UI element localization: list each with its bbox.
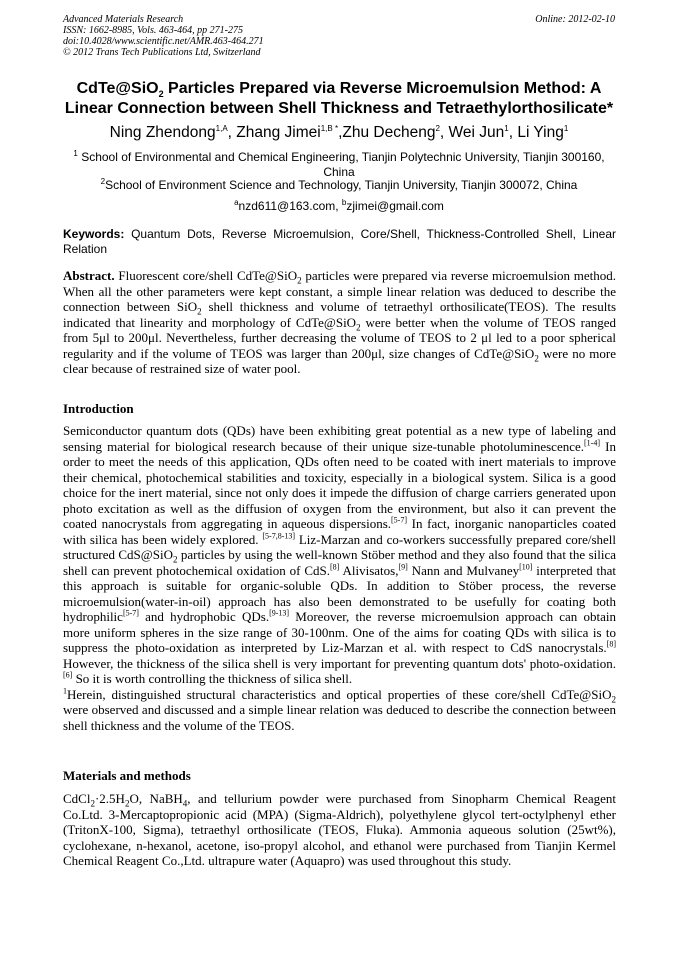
- subscript: 2: [297, 275, 302, 286]
- affiliation-1: [70, 150, 608, 180]
- section-heading-introduction: Introduction: [63, 401, 134, 416]
- citation: [8]: [330, 562, 340, 572]
- citation: [6]: [63, 670, 73, 680]
- email-b: zjimei@gmail.com: [346, 199, 444, 213]
- paper-title: [50, 79, 628, 119]
- email-a: nzd611@163.com,: [238, 199, 342, 213]
- affiliation-text: School of Environmental and Chemical Engineering, Tianjin Polytechnic University, Tianjin 300160, China: [77, 150, 605, 179]
- online-date: Online: 2012-02-10: [535, 14, 615, 25]
- footnote-marker: 1: [63, 686, 67, 696]
- journal-metadata: [63, 14, 264, 58]
- subscript: 2: [197, 306, 202, 317]
- subscript: 2: [611, 694, 616, 705]
- abstract-text: were better when the volume of TEOS ranged from 5μl to 200μl. Nevertheless, further decreasing the volume of TEOS to 2 μl led to a poor spherical regularity and if the volume of TEOS was larger than 200μl, size changes of CdTe@SiO: [63, 314, 616, 361]
- author-sep: ,: [508, 124, 518, 141]
- author-sep: ,: [439, 124, 449, 141]
- keywords-label: Keywords:: [63, 227, 125, 241]
- author-list: [50, 123, 628, 142]
- subscript: 2: [356, 322, 361, 333]
- body-text: Semiconductor quantum dots (QDs) have been exhibiting great potential as a new type of labeling and sensing material for biological research because of their unique size-tunable photoluminescence.: [63, 423, 616, 454]
- section-heading-materials-methods: Materials and methods: [63, 768, 191, 783]
- title-subscript: 2: [158, 89, 164, 100]
- abstract-label: Abstract.: [63, 268, 115, 283]
- introduction-paragraph: [63, 423, 616, 733]
- author-emails: [50, 199, 628, 214]
- citation: [9]: [398, 562, 408, 572]
- body-text: So it is worth controlling the thickness of silica shell.: [72, 671, 353, 686]
- abstract-text: Fluorescent core/shell CdTe@SiO: [114, 268, 298, 283]
- citation: [1-4]: [584, 438, 601, 448]
- subscript: 2: [90, 798, 95, 809]
- title-line-2: Linear Connection between Shell Thickness and Tetraethylorthosilicate*: [64, 100, 614, 117]
- doi-line: doi:10.4028/www.scientific.net/AMR.463-464.271: [63, 36, 264, 47]
- author-sep: ,: [338, 124, 343, 141]
- citation: [10]: [519, 562, 533, 572]
- author-affil-sup: 2: [435, 123, 440, 133]
- body-text: Moreover, the reverse microemulsion approach can obtain more uniform spheres in the size range of 30-100nm. One of the aims for coating QDs with silica is to suppress the photo-oxidation as interpreted by Liz-Marzan et al. with respect to CdS nanocrystals.: [63, 609, 616, 655]
- body-text: CdCl: [63, 791, 91, 806]
- body-text: In order to meet the needs of this application, QDs often need to be coated with inert materials to improve their chemical, photochemical stabilities and toxicity, especially in a biological system. Silica is a good choice for the inert material, since not only does it impede the diffusion of charge carriers generated upon photo excitation as well as the diffusion of oxygen from the environment, but also it can prevent the coated nanocrystals from aggregating in aqueous dispersions.: [63, 438, 616, 531]
- abstract-text: were no more clear because of restrained size of water pool.: [63, 345, 616, 376]
- affiliation-sup: 1: [73, 149, 78, 158]
- body-text: O, NaBH: [129, 791, 183, 806]
- author-sep: ,: [227, 124, 237, 141]
- affiliation-text: School of Environment Science and Technology, Tianjin University, Tianjin 300072, China: [105, 178, 578, 192]
- abstract: [63, 268, 616, 377]
- title-part: Particles Prepared via Reverse Microemulsion Method: A: [163, 80, 602, 97]
- body-text: and hydrophobic QDs.: [138, 609, 270, 624]
- body-text: However, the thickness of the silica shell is very important for preventing quantum dots' photo-oxidation.: [63, 655, 616, 671]
- author-name: Li Ying: [517, 124, 564, 141]
- email-sup: a: [234, 198, 239, 207]
- author-affil-sup: 1,B *: [320, 123, 339, 133]
- title-part: CdTe@SiO: [76, 80, 159, 97]
- methods-paragraph: [63, 791, 616, 869]
- citation: [5-7,8-13]: [262, 531, 296, 541]
- body-text: Herein, distinguished structural characteristics and optical properties of these core/shell CdTe@SiO: [67, 686, 612, 702]
- abstract-text: particles were prepared via reverse microemulsion method. When all the other parameters were kept constant, a simple linear relation was deduced to describe the connection between SiO: [63, 268, 616, 314]
- keywords-text: Quantum Dots, Reverse Microemulsion, Core/Shell, Thickness-Controlled Shell, Linear Relation: [63, 227, 616, 256]
- body-text: Nann and Mulvaney: [407, 562, 520, 578]
- citation: [8]: [606, 639, 616, 649]
- journal-name: Advanced Materials Research: [63, 14, 184, 25]
- author-name: Zhu Decheng: [342, 124, 436, 141]
- author-affil-sup: 1,A: [215, 123, 228, 133]
- body-text: , and tellurium powder were purchased from Sinopharm Chemical Reagent Co.Ltd. 3-Mercaptopropionic acid (MPA) (Sigma-Aldrich), polyethylene glycol tert-octylphenyl ether (TritonX-100, Sigma), tetraethyl orthosilicate (TEOS, Fluka). Ammonia aqueous solution (25wt%), cyclohexane, n-hexanol, acetone, iso-propyl alcohol, and ethanol were purchased from Tianjin Kermel Chemical Reagent Co.,Ltd. ultrapure water (Aquapro) was used throughout this study.: [63, 791, 616, 868]
- author-name: Wei Jun: [448, 124, 505, 141]
- email-sup: b: [341, 198, 347, 207]
- author-name: Zhang Jimei: [236, 124, 321, 141]
- subscript: 2: [124, 798, 130, 809]
- issn-line: ISSN: 1662-8985, Vols. 463-464, pp 271-275: [63, 25, 243, 36]
- body-text: particles by using the well-known Stöber method and they also found that the silica shell can prevent photochemical oxidation of CdS.: [63, 547, 616, 578]
- copyright-line: © 2012 Trans Tech Publications Ltd, Switzerland: [63, 47, 261, 58]
- citation: [5-7]: [391, 515, 408, 525]
- affiliation-2: [70, 178, 608, 193]
- body-text: were observed and discussed and a simple linear relation was deduced to describe the connection between shell thickness and the volume of the TEOS.: [63, 702, 616, 733]
- body-text: Alivisatos,: [339, 562, 399, 578]
- author-affil-sup: 1: [504, 123, 509, 133]
- citation: [9-13]: [269, 608, 290, 618]
- citation: [5-7]: [122, 608, 139, 618]
- affiliation-sup: 2: [100, 177, 106, 186]
- abstract-text: shell thickness and volume of tetraethyl orthosilicate(TEOS). The results indicated that linearity and morphology of CdTe@SiO: [63, 299, 617, 330]
- subscript: 2: [534, 353, 539, 364]
- body-text: ·2.5H: [94, 791, 125, 806]
- body-text: Liz-Marzan and co-workers successfully prepared core/shell structured CdS@SiO: [63, 531, 617, 562]
- subscript: 4: [182, 798, 188, 809]
- author-affil-sup: 1: [563, 123, 569, 133]
- body-text: In fact, inorganic nanoparticles coated with silica has been widely explored.: [63, 516, 616, 547]
- subscript: 2: [172, 554, 178, 565]
- keywords: [63, 227, 616, 257]
- body-text: interpreted that this approach is suitable for organic-soluble QDs. In addition to Stöber process, the reverse microemulsion(water-in-oil) approach has also been demonstrated to be usefully for coating both hydrophilic: [63, 562, 616, 624]
- author-name: Ning Zhendong: [109, 124, 216, 141]
